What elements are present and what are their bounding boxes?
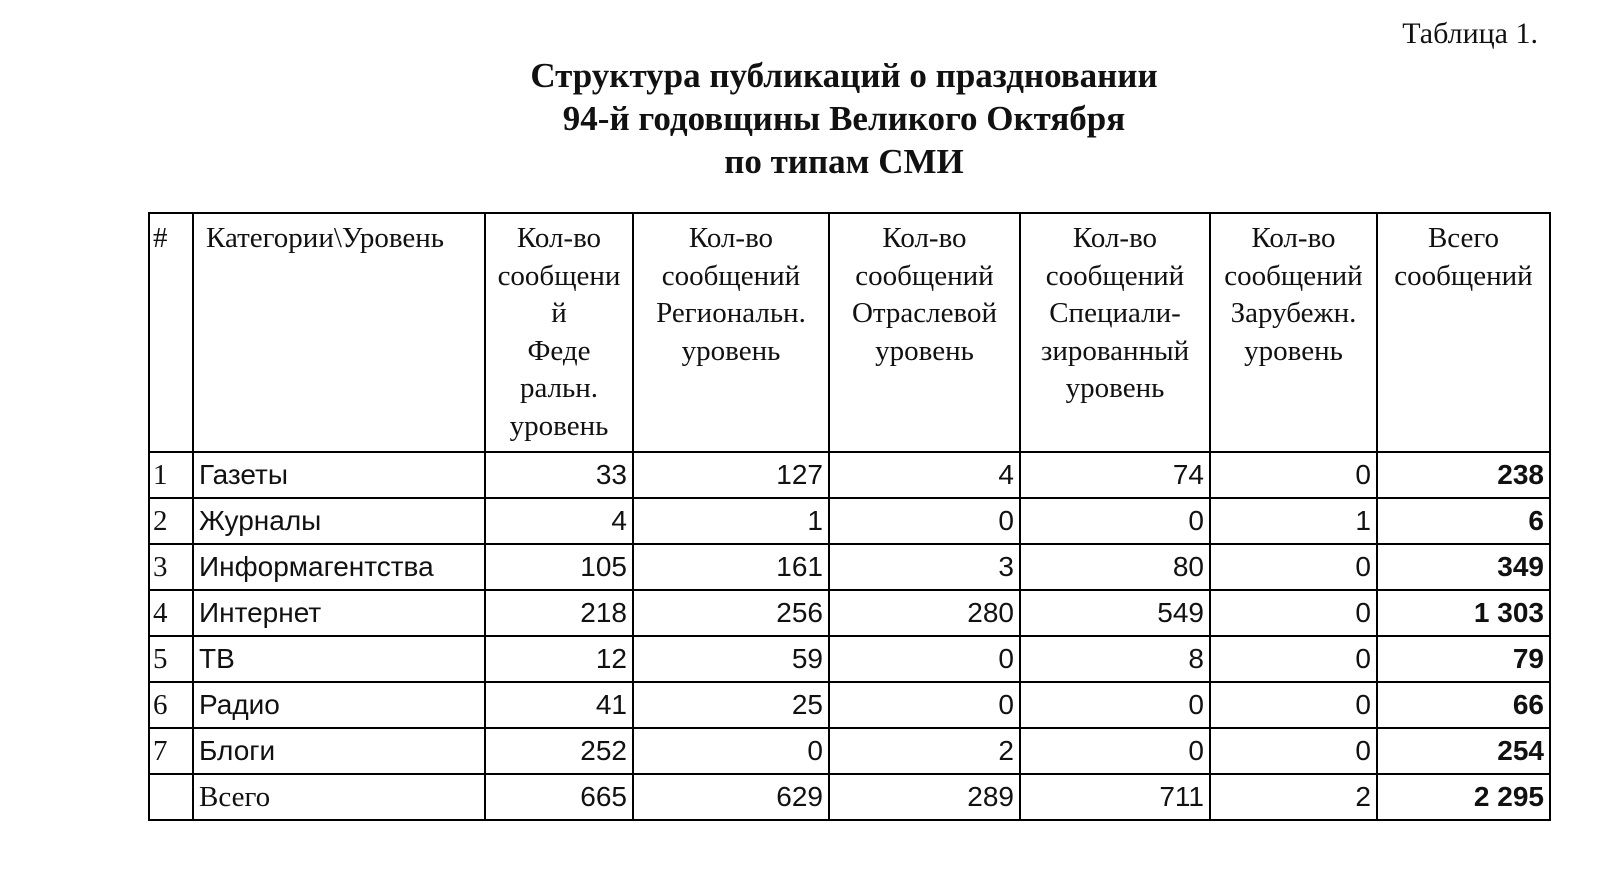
cell-regional: 161 — [633, 544, 829, 590]
cell-federal: 12 — [485, 636, 633, 682]
cell-regional: 127 — [633, 452, 829, 498]
cell-regional: 1 — [633, 498, 829, 544]
cell-industry: 280 — [829, 590, 1020, 636]
row-number: 2 — [149, 498, 193, 544]
cell-federal: 665 — [485, 774, 633, 820]
cell-industry: 2 — [829, 728, 1020, 774]
cell-foreign: 0 — [1210, 544, 1377, 590]
cell-regional: 59 — [633, 636, 829, 682]
row-number — [149, 774, 193, 820]
header-specialized: Кол-во сообщений Специали- зированный уровень — [1020, 213, 1210, 452]
cell-specialized: 549 — [1020, 590, 1210, 636]
table-row — [149, 682, 1550, 728]
table-row — [149, 590, 1550, 636]
header-category: Категории\Уровень — [193, 213, 485, 452]
cell-regional: 629 — [633, 774, 829, 820]
table-caption: Таблица 1. — [1402, 17, 1538, 50]
title-line: 94-й годовщины Великого Октября — [562, 99, 1126, 138]
cell-total: 238 — [1377, 452, 1550, 498]
row-category: Интернет — [193, 590, 485, 636]
cell-regional: 0 — [633, 728, 829, 774]
cell-foreign: 0 — [1210, 728, 1377, 774]
table-row — [149, 728, 1550, 774]
row-category: Всего — [193, 774, 485, 820]
cell-specialized: 0 — [1020, 728, 1210, 774]
row-number: 6 — [149, 682, 193, 728]
cell-specialized: 0 — [1020, 682, 1210, 728]
row-number: 1 — [149, 452, 193, 498]
cell-federal: 105 — [485, 544, 633, 590]
table-row — [149, 452, 1550, 498]
cell-specialized: 74 — [1020, 452, 1210, 498]
row-number: 3 — [149, 544, 193, 590]
row-number: 4 — [149, 590, 193, 636]
header-foreign: Кол-во сообщений Зарубежн. уровень — [1210, 213, 1377, 452]
row-category: ТВ — [193, 636, 485, 682]
cell-regional: 256 — [633, 590, 829, 636]
table-row — [149, 544, 1550, 590]
cell-industry: 4 — [829, 452, 1020, 498]
cell-specialized: 80 — [1020, 544, 1210, 590]
row-category: Блоги — [193, 728, 485, 774]
table-row — [149, 636, 1550, 682]
cell-industry: 289 — [829, 774, 1020, 820]
row-number: 5 — [149, 636, 193, 682]
row-category: Информагентства — [193, 544, 485, 590]
cell-foreign: 0 — [1210, 590, 1377, 636]
cell-industry: 0 — [829, 682, 1020, 728]
row-category: Радио — [193, 682, 485, 728]
cell-total: 6 — [1377, 498, 1550, 544]
title-line: Структура публикаций о праздновании — [530, 56, 1158, 95]
cell-total: 79 — [1377, 636, 1550, 682]
row-category: Журналы — [193, 498, 485, 544]
cell-total: 349 — [1377, 544, 1550, 590]
cell-foreign: 1 — [1210, 498, 1377, 544]
cell-specialized: 711 — [1020, 774, 1210, 820]
header-regional: Кол-во сообщений Региональн. уровень — [633, 213, 829, 452]
header-federal: Кол-во сообщени й Феде ральн. уровень — [485, 213, 633, 452]
cell-foreign: 0 — [1210, 682, 1377, 728]
cell-foreign: 0 — [1210, 636, 1377, 682]
title-line: по типам СМИ — [724, 142, 964, 181]
header-num: # — [149, 213, 193, 452]
cell-total: 2 295 — [1377, 774, 1550, 820]
row-number: 7 — [149, 728, 193, 774]
header-industry: Кол-во сообщений Отраслевой уровень — [829, 213, 1020, 452]
cell-total: 66 — [1377, 682, 1550, 728]
cell-industry: 0 — [829, 636, 1020, 682]
cell-federal: 252 — [485, 728, 633, 774]
cell-specialized: 8 — [1020, 636, 1210, 682]
cell-federal: 218 — [485, 590, 633, 636]
cell-total: 1 303 — [1377, 590, 1550, 636]
cell-foreign: 0 — [1210, 452, 1377, 498]
document-title — [0, 54, 1600, 183]
header-total: Всего сообщений — [1377, 213, 1550, 452]
header-row — [149, 213, 1550, 452]
cell-federal: 33 — [485, 452, 633, 498]
cell-federal: 41 — [485, 682, 633, 728]
cell-total: 254 — [1377, 728, 1550, 774]
cell-specialized: 0 — [1020, 498, 1210, 544]
cell-industry: 3 — [829, 544, 1020, 590]
cell-federal: 4 — [485, 498, 633, 544]
cell-industry: 0 — [829, 498, 1020, 544]
table-row — [149, 498, 1550, 544]
cell-regional: 25 — [633, 682, 829, 728]
cell-foreign: 2 — [1210, 774, 1377, 820]
row-category: Газеты — [193, 452, 485, 498]
table-total-row — [149, 774, 1550, 820]
publications-table — [148, 212, 1551, 821]
